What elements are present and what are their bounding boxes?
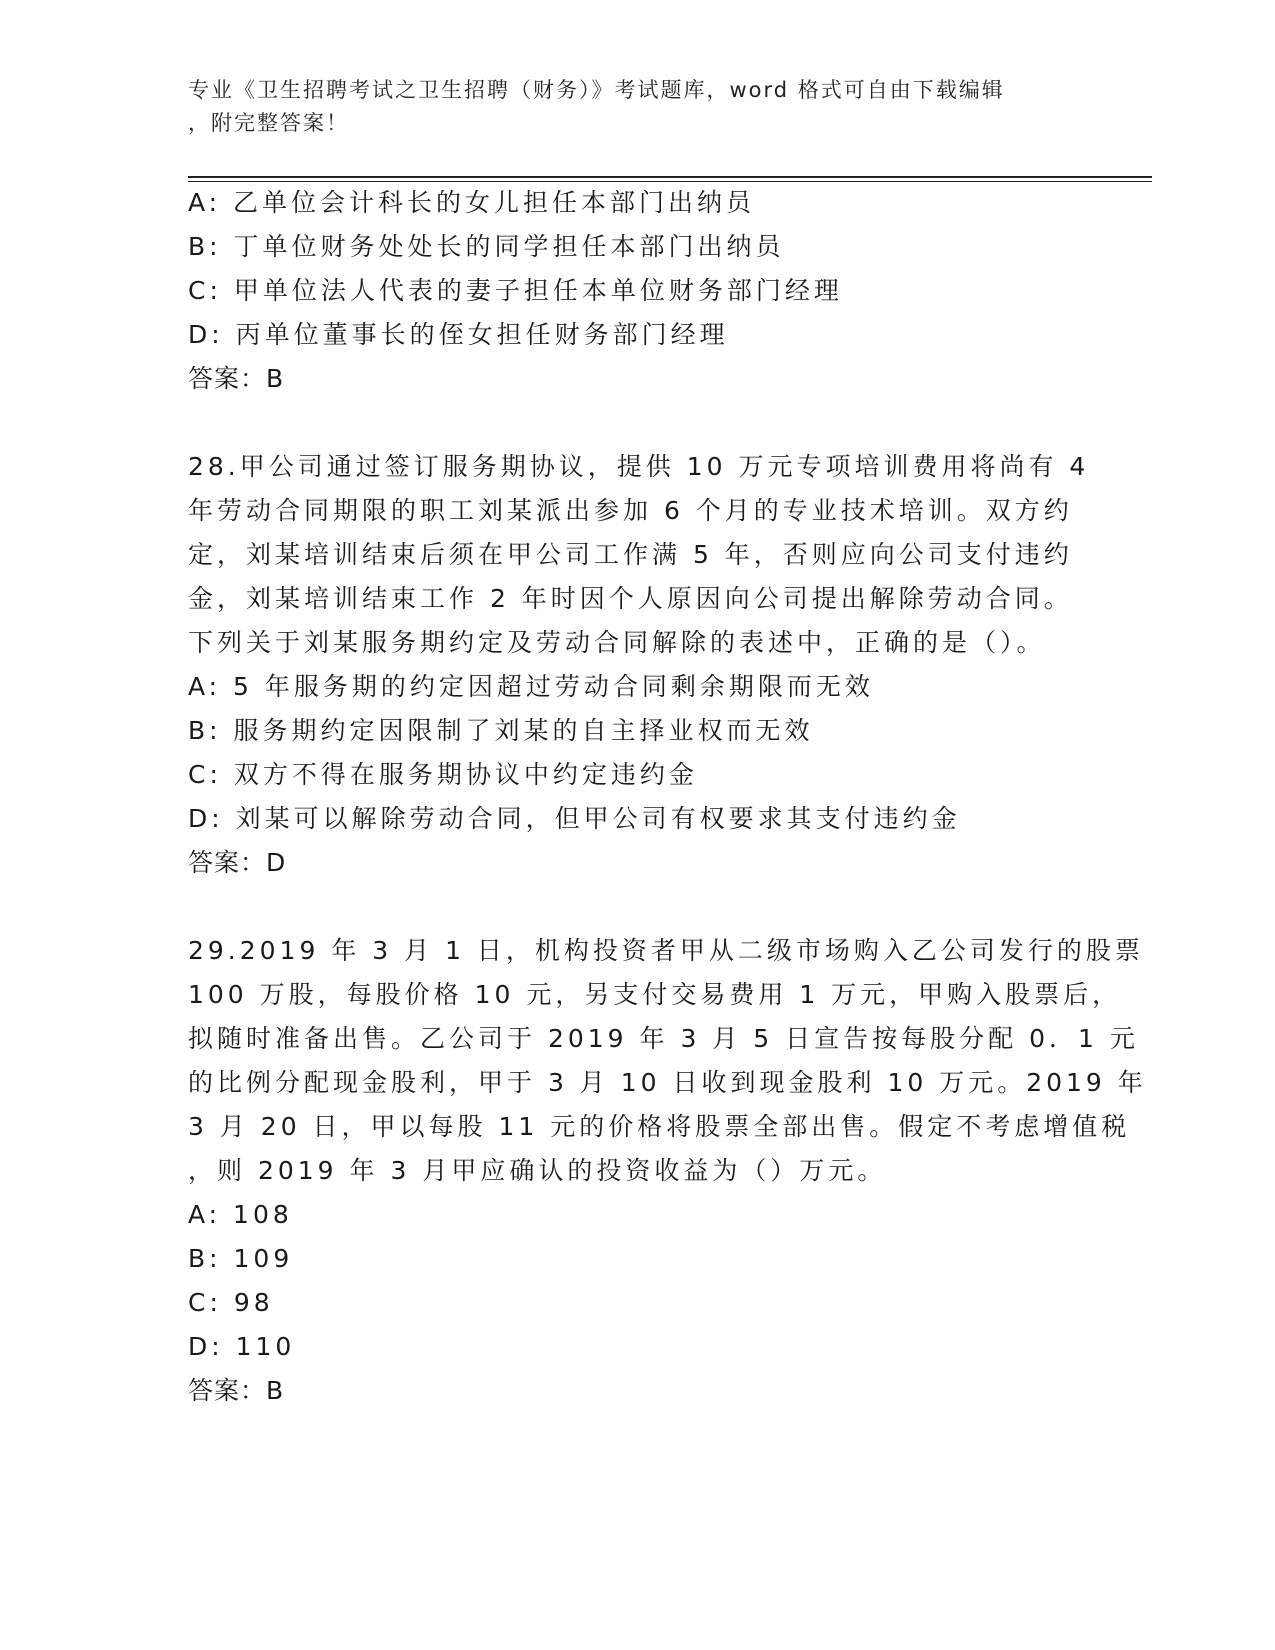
q27-option-b: B: 丁单位财务处处长的同学担任本部门出纳员 [188,232,785,261]
q29-option-c: C: 98 [188,1288,274,1317]
q28-stem-line-3: 定，刘某培训结束后须在甲公司工作满 5 年，否则应向公司支付违约 [188,540,1073,569]
header-line-2: ，附完整答案！ [188,111,349,135]
header-rule-thick [188,176,1152,178]
q27-option-c: C: 甲单位法人代表的妻子担任本单位财务部门经理 [188,276,843,305]
q29-option-b: B: 109 [188,1244,294,1273]
q27-option-d: D: 丙单位董事长的侄女担任财务部门经理 [188,320,729,349]
q27-option-a: A: 乙单位会计科长的女儿担任本部门出纳员 [188,188,756,217]
q28-stem-line-1: 28.甲公司通过签订服务期协议，提供 10 万元专项培训费用将尚有 4 [188,452,1090,481]
q29-stem-line-4: 的比例分配现金股利，甲于 3 月 10 日收到现金股利 10 万元。2019 年 [188,1068,1147,1097]
q28-stem-line-2: 年劳动合同期限的职工刘某派出参加 6 个月的专业技术培训。双方约 [188,496,1073,525]
q28-stem-line-4: 金，刘某培训结束工作 2 年时因个人原因向公司提出解除劳动合同。 [188,584,1073,613]
q28-stem-line-5: 下列关于刘某服务期约定及劳动合同解除的表述中，正确的是（）。 [188,628,1046,657]
q29-stem-line-6: ，则 2019 年 3 月甲应确认的投资收益为（）万元。 [188,1156,887,1185]
q28-option-c: C: 双方不得在服务期协议中约定违约金 [188,760,698,789]
header-rule-thin [188,181,1152,182]
q29-stem-line-2: 100 万股，每股价格 10 元，另支付交易费用 1 万元，甲购入股票后， [188,980,1122,1009]
q29-option-a: A: 108 [188,1200,293,1229]
q29-stem-line-3: 拟随时准备出售。乙公司于 2019 年 3 月 5 日宣告按每股分配 0．1 元 [188,1024,1139,1053]
q29-option-d: D: 110 [188,1332,296,1361]
q29-stem-line-1: 29.2019 年 3 月 1 日，机构投资者甲从二级市场购入乙公司发行的股票 [188,936,1144,965]
q29-stem-line-5: 3 月 20 日，甲以每股 11 元的价格将股票全部出售。假定不考虑增值税 [188,1112,1131,1141]
q28-answer: 答案：D [188,848,287,877]
q28-option-b: B: 服务期约定因限制了刘某的自主择业权而无效 [188,716,814,745]
document-header [188,74,1068,140]
q28-option-a: A: 5 年服务期的约定因超过劳动合同剩余期限而无效 [188,672,874,701]
q28-option-d: D: 刘某可以解除劳动合同，但甲公司有权要求其支付违约金 [188,804,961,833]
header-line-1: 专业《卫生招聘考试之卫生招聘（财务）》考试题库，word 格式可自由下载编辑 [188,78,1005,102]
q29-answer: 答案：B [188,1376,285,1405]
q27-answer: 答案：B [188,364,285,393]
